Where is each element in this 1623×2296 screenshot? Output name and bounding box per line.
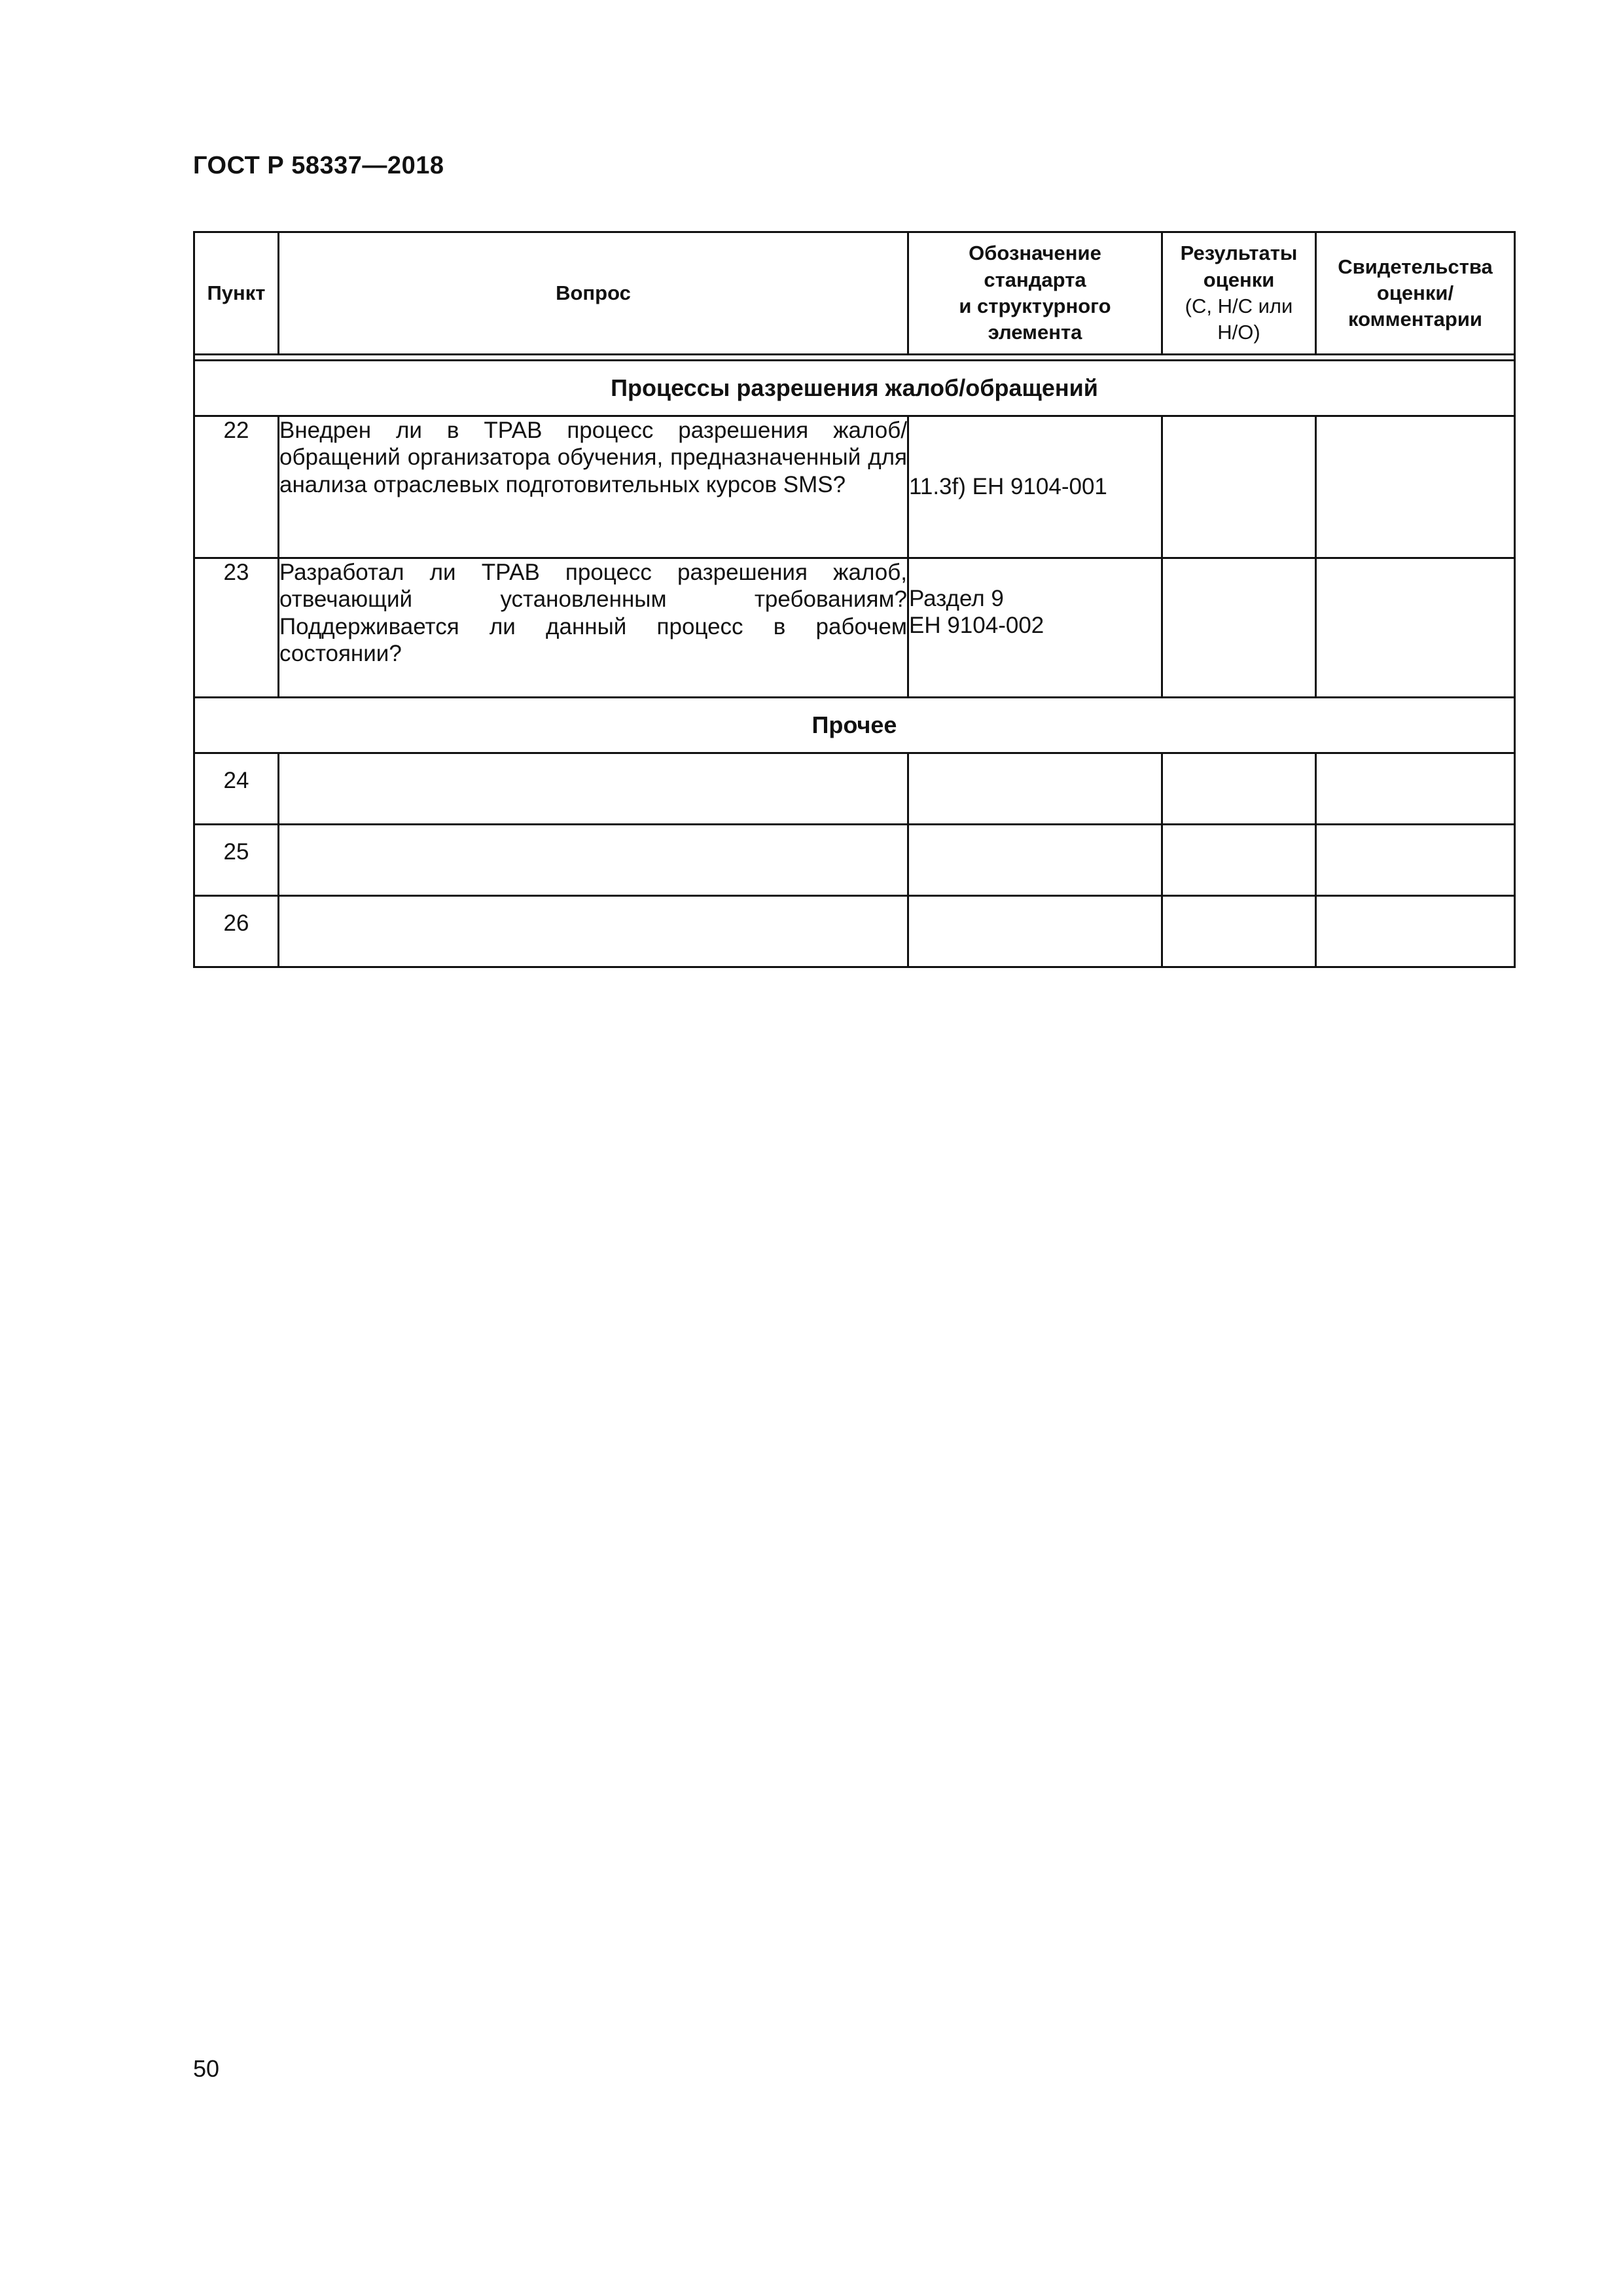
question-text: Разработал ли ТРАВ процесс разрешения жалоб, отвечающий установленным требованиям? Поддерживается ли данный процесс в рабочем состоянии? — [279, 558, 908, 698]
column-header-standard-line: и структурного — [959, 295, 1111, 317]
section-title: Процессы разрешения жалоб/обращений — [194, 361, 1515, 416]
column-header-results-line: Н/О) — [1217, 321, 1260, 344]
section-row — [194, 698, 1515, 753]
column-header-results-line: Результаты — [1180, 242, 1298, 265]
evidence-cell — [1316, 825, 1515, 896]
section-row — [194, 361, 1515, 416]
column-header-evidence-line: оценки/ — [1376, 281, 1454, 304]
standard-reference — [908, 896, 1162, 967]
column-header-standard — [908, 232, 1162, 355]
column-header-item: Пункт — [194, 232, 279, 355]
section-title: Прочее — [194, 698, 1515, 753]
standard-reference — [908, 825, 1162, 896]
result-cell — [1162, 558, 1316, 698]
table-row — [194, 558, 1515, 698]
standard-reference — [908, 753, 1162, 825]
column-header-results-line: (С, Н/С или — [1185, 295, 1293, 317]
evidence-cell — [1316, 896, 1515, 967]
standard-reference-line: Раздел 9 — [909, 586, 1004, 611]
result-cell — [1162, 753, 1316, 825]
column-header-standard-line: элемента — [988, 321, 1082, 344]
evidence-cell — [1316, 416, 1515, 558]
column-header-evidence-line: комментарии — [1348, 308, 1482, 331]
question-text — [279, 896, 908, 967]
column-header-standard-line: Обозначение — [969, 242, 1101, 265]
item-number: 23 — [194, 558, 279, 698]
table-header-row — [194, 232, 1515, 355]
table-row — [194, 825, 1515, 896]
result-cell — [1162, 825, 1316, 896]
standard-reference — [908, 558, 1162, 698]
checklist-table — [193, 231, 1516, 968]
header-separator — [194, 355, 1515, 361]
result-cell — [1162, 416, 1316, 558]
column-header-standard-line: стандарта — [984, 268, 1086, 291]
document-header: ГОСТ Р 58337—2018 — [193, 152, 444, 179]
column-header-results — [1162, 232, 1316, 355]
column-header-evidence — [1316, 232, 1515, 355]
table-row — [194, 753, 1515, 825]
column-header-question: Вопрос — [279, 232, 908, 355]
item-number: 25 — [194, 825, 279, 896]
item-number: 26 — [194, 896, 279, 967]
item-number: 22 — [194, 416, 279, 558]
table-row — [194, 416, 1515, 558]
item-number: 24 — [194, 753, 279, 825]
evidence-cell — [1316, 558, 1515, 698]
column-header-evidence-line: Свидетельства — [1338, 255, 1493, 278]
table-row — [194, 896, 1515, 967]
page-number: 50 — [193, 2055, 220, 2082]
standard-reference: 11.3f) ЕН 9104-001 — [908, 416, 1162, 558]
question-text: Внедрен ли в ТРАВ процесс разрешения жалоб/обращений организатора обучения, предназначенный для анализа отраслевых подготовительных курсов SMS? — [279, 416, 908, 558]
standard-reference-line: ЕН 9104-002 — [909, 613, 1044, 639]
result-cell — [1162, 896, 1316, 967]
column-header-results-line: оценки — [1203, 268, 1275, 291]
question-text — [279, 753, 908, 825]
question-text — [279, 825, 908, 896]
evidence-cell — [1316, 753, 1515, 825]
